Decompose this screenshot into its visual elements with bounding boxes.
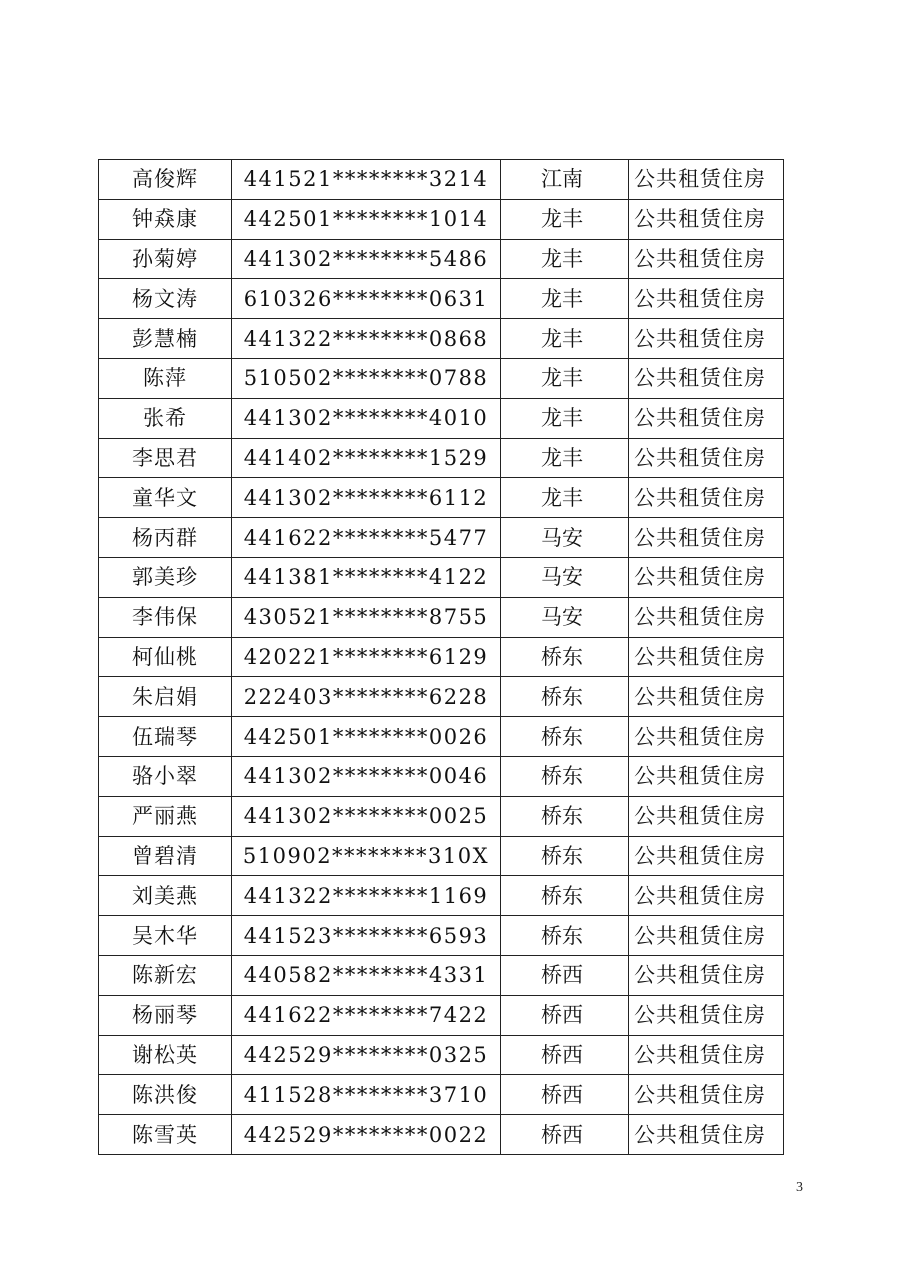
applicant-name-cell: 柯仙桃 [99, 637, 232, 677]
district-cell: 龙丰 [501, 239, 629, 279]
district-cell: 龙丰 [501, 478, 629, 518]
applicant-name-cell: 曾碧清 [99, 836, 232, 876]
applicant-name-cell: 郭美珍 [99, 557, 232, 597]
id-number-cell: 442501********1014 [232, 199, 501, 239]
district-cell: 桥东 [501, 836, 629, 876]
housing-allocation-table [98, 159, 784, 1155]
applicant-name-cell: 吴木华 [99, 916, 232, 956]
district-cell: 龙丰 [501, 319, 629, 359]
table-row [99, 1075, 784, 1115]
district-cell: 马安 [501, 597, 629, 637]
housing-type-cell: 公共租赁住房 [629, 995, 784, 1035]
applicant-name-cell: 陈洪俊 [99, 1075, 232, 1115]
id-number-cell: 510902********310X [232, 836, 501, 876]
table-row [99, 677, 784, 717]
housing-type-cell: 公共租赁住房 [629, 199, 784, 239]
district-cell: 桥东 [501, 876, 629, 916]
district-cell: 桥东 [501, 677, 629, 717]
district-cell: 马安 [501, 518, 629, 558]
id-number-cell: 430521********8755 [232, 597, 501, 637]
id-number-cell: 441402********1529 [232, 438, 501, 478]
district-cell: 江南 [501, 160, 629, 200]
district-cell: 桥西 [501, 1035, 629, 1075]
id-number-cell: 441302********4010 [232, 398, 501, 438]
housing-type-cell: 公共租赁住房 [629, 160, 784, 200]
housing-type-cell: 公共租赁住房 [629, 398, 784, 438]
applicant-name-cell: 杨丽琴 [99, 995, 232, 1035]
id-number-cell: 441521********3214 [232, 160, 501, 200]
table-row [99, 279, 784, 319]
id-number-cell: 222403********6228 [232, 677, 501, 717]
housing-type-cell: 公共租赁住房 [629, 518, 784, 558]
applicant-name-cell: 钟猋康 [99, 199, 232, 239]
id-number-cell: 441302********6112 [232, 478, 501, 518]
applicant-name-cell: 谢松英 [99, 1035, 232, 1075]
table-row [99, 836, 784, 876]
housing-type-cell: 公共租赁住房 [629, 1075, 784, 1115]
id-number-cell: 420221********6129 [232, 637, 501, 677]
page-number: 3 [796, 1180, 803, 1195]
district-cell: 龙丰 [501, 199, 629, 239]
table-row [99, 518, 784, 558]
district-cell: 桥西 [501, 995, 629, 1035]
table-row [99, 319, 784, 359]
table-row [99, 239, 784, 279]
table-row [99, 597, 784, 637]
district-cell: 桥东 [501, 637, 629, 677]
housing-type-cell: 公共租赁住房 [629, 279, 784, 319]
district-cell: 龙丰 [501, 358, 629, 398]
applicant-name-cell: 陈雪英 [99, 1115, 232, 1155]
housing-type-cell: 公共租赁住房 [629, 557, 784, 597]
applicant-name-cell: 陈新宏 [99, 955, 232, 995]
district-cell: 龙丰 [501, 279, 629, 319]
id-number-cell: 441622********5477 [232, 518, 501, 558]
housing-type-cell: 公共租赁住房 [629, 637, 784, 677]
district-cell: 桥东 [501, 796, 629, 836]
applicant-name-cell: 杨丙群 [99, 518, 232, 558]
applicant-name-cell: 杨文涛 [99, 279, 232, 319]
table-row [99, 1035, 784, 1075]
id-number-cell: 441302********5486 [232, 239, 501, 279]
district-cell: 桥东 [501, 916, 629, 956]
table-row [99, 438, 784, 478]
id-number-cell: 441381********4122 [232, 557, 501, 597]
housing-type-cell: 公共租赁住房 [629, 955, 784, 995]
table-row [99, 916, 784, 956]
housing-type-cell: 公共租赁住房 [629, 358, 784, 398]
applicant-name-cell: 李思君 [99, 438, 232, 478]
housing-type-cell: 公共租赁住房 [629, 876, 784, 916]
applicant-name-cell: 高俊辉 [99, 160, 232, 200]
table-row [99, 717, 784, 757]
table-row [99, 756, 784, 796]
district-cell: 桥西 [501, 1115, 629, 1155]
housing-type-cell: 公共租赁住房 [629, 796, 784, 836]
id-number-cell: 441302********0025 [232, 796, 501, 836]
table-row [99, 160, 784, 200]
id-number-cell: 441322********0868 [232, 319, 501, 359]
housing-type-cell: 公共租赁住房 [629, 836, 784, 876]
housing-type-cell: 公共租赁住房 [629, 239, 784, 279]
id-number-cell: 441523********6593 [232, 916, 501, 956]
id-number-cell: 442501********0026 [232, 717, 501, 757]
id-number-cell: 442529********0022 [232, 1115, 501, 1155]
applicant-name-cell: 李伟保 [99, 597, 232, 637]
housing-type-cell: 公共租赁住房 [629, 438, 784, 478]
district-cell: 桥西 [501, 1075, 629, 1115]
housing-type-cell: 公共租赁住房 [629, 756, 784, 796]
housing-type-cell: 公共租赁住房 [629, 677, 784, 717]
applicant-name-cell: 童华文 [99, 478, 232, 518]
housing-type-cell: 公共租赁住房 [629, 717, 784, 757]
id-number-cell: 441302********0046 [232, 756, 501, 796]
applicant-name-cell: 朱启娟 [99, 677, 232, 717]
id-number-cell: 440582********4331 [232, 955, 501, 995]
housing-type-cell: 公共租赁住房 [629, 916, 784, 956]
table-body [99, 160, 784, 1155]
id-number-cell: 411528********3710 [232, 1075, 501, 1115]
applicant-name-cell: 伍瑞琴 [99, 717, 232, 757]
table-row [99, 637, 784, 677]
table-row [99, 398, 784, 438]
id-number-cell: 441322********1169 [232, 876, 501, 916]
housing-type-cell: 公共租赁住房 [629, 597, 784, 637]
district-cell: 桥西 [501, 955, 629, 995]
table-row [99, 796, 784, 836]
table-row [99, 199, 784, 239]
id-number-cell: 441622********7422 [232, 995, 501, 1035]
district-cell: 龙丰 [501, 398, 629, 438]
table-row [99, 955, 784, 995]
id-number-cell: 510502********0788 [232, 358, 501, 398]
housing-type-cell: 公共租赁住房 [629, 1115, 784, 1155]
district-cell: 桥东 [501, 756, 629, 796]
housing-type-cell: 公共租赁住房 [629, 319, 784, 359]
housing-type-cell: 公共租赁住房 [629, 1035, 784, 1075]
table-row [99, 478, 784, 518]
applicant-name-cell: 陈萍 [99, 358, 232, 398]
table-row [99, 1115, 784, 1155]
applicant-name-cell: 彭慧楠 [99, 319, 232, 359]
table-row [99, 358, 784, 398]
district-cell: 马安 [501, 557, 629, 597]
id-number-cell: 442529********0325 [232, 1035, 501, 1075]
housing-type-cell: 公共租赁住房 [629, 478, 784, 518]
table-row [99, 995, 784, 1035]
district-cell: 桥东 [501, 717, 629, 757]
table-row [99, 557, 784, 597]
applicant-name-cell: 孙菊婷 [99, 239, 232, 279]
applicant-name-cell: 严丽燕 [99, 796, 232, 836]
district-cell: 龙丰 [501, 438, 629, 478]
applicant-name-cell: 张希 [99, 398, 232, 438]
applicant-name-cell: 刘美燕 [99, 876, 232, 916]
id-number-cell: 610326********0631 [232, 279, 501, 319]
table-row [99, 876, 784, 916]
applicant-name-cell: 骆小翠 [99, 756, 232, 796]
